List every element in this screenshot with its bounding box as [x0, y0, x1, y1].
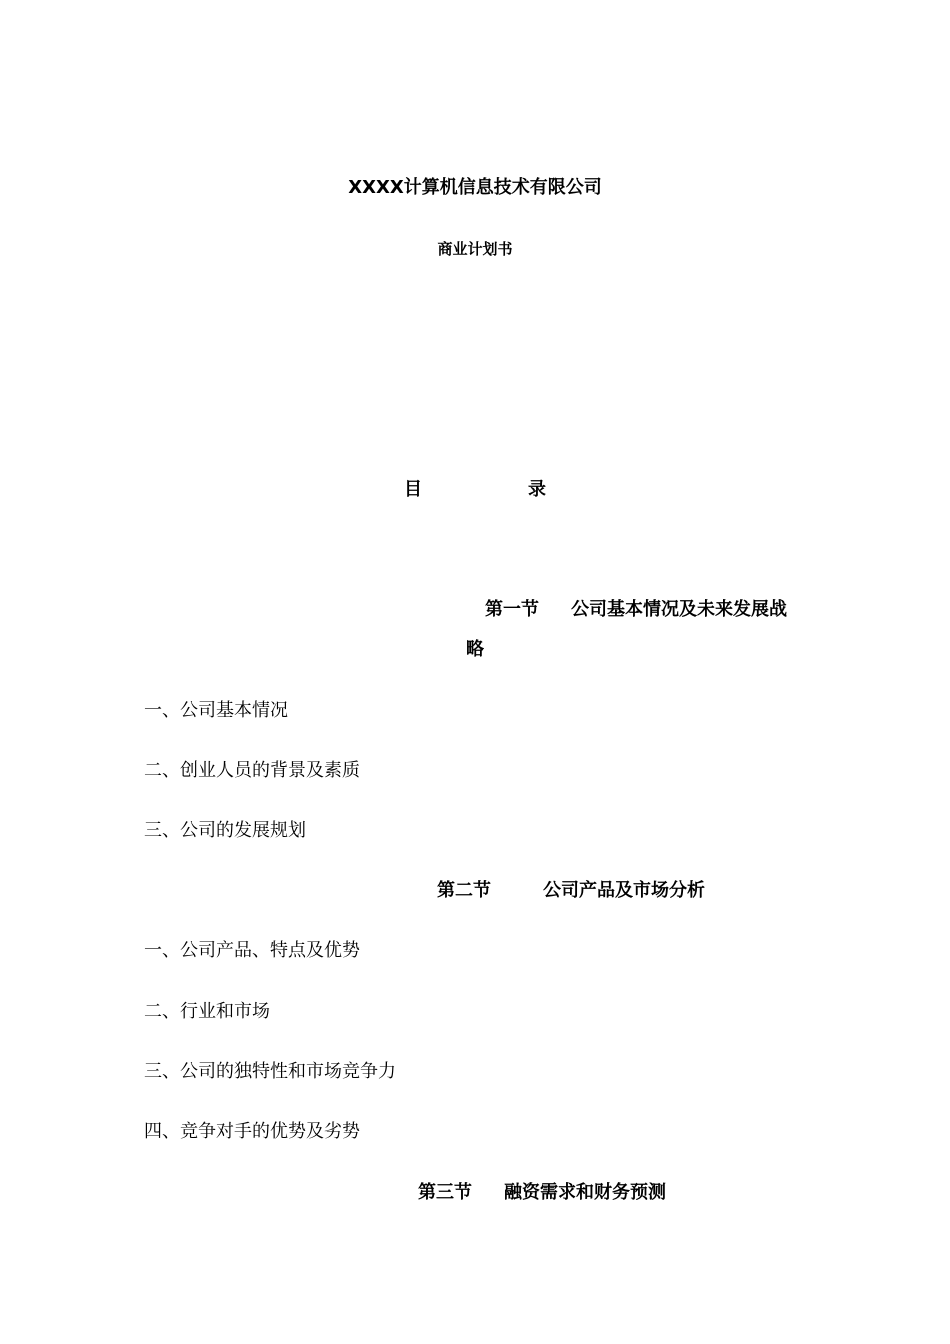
- toc-item: 四、竞争对手的优势及劣势: [144, 1121, 360, 1142]
- section-2-title: 公司产品及市场分析: [543, 880, 705, 901]
- section-1-title-continued: 略: [466, 639, 484, 660]
- company-name: XXXX计算机信息技术有限公司: [348, 177, 602, 198]
- toc-item: 三、公司的独特性和市场竞争力: [144, 1061, 396, 1082]
- toc-title-char-1: 目: [404, 479, 422, 500]
- toc-title-char-2: 录: [528, 479, 546, 500]
- toc-item: 一、公司产品、特点及优势: [144, 940, 360, 961]
- toc-item: 三、公司的发展规划: [144, 820, 306, 841]
- toc-item: 二、行业和市场: [144, 1001, 270, 1022]
- toc-item: 一、公司基本情况: [144, 700, 288, 721]
- document-type: 商业计划书: [437, 240, 513, 258]
- section-3-number: 第三节: [418, 1182, 472, 1203]
- section-1-number: 第一节: [485, 599, 539, 620]
- section-1-title: 公司基本情况及未来发展战: [571, 599, 787, 620]
- section-2-number: 第二节: [437, 880, 491, 901]
- section-3-title: 融资需求和财务预测: [504, 1182, 666, 1203]
- toc-item: 二、创业人员的背景及素质: [144, 760, 360, 781]
